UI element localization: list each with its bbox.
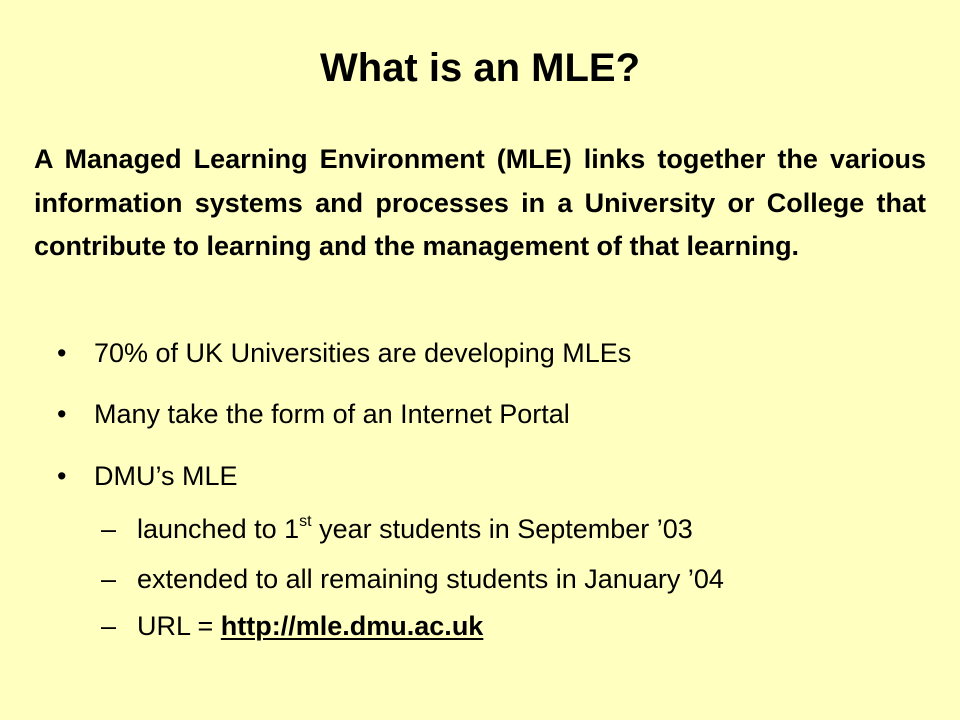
bullet-icon: • — [57, 399, 67, 429]
bullet-item — [57, 336, 937, 370]
sub-item-url — [101, 609, 941, 643]
mle-url-link[interactable]: http://mle.dmu.ac.uk — [220, 611, 484, 641]
sub-item-text: launched to 1 — [137, 514, 300, 544]
sub-item-launched — [101, 512, 941, 546]
intro-paragraph: A Managed Learning Environment (MLE) links together the various information systems and processes in a University or College that contribute to learning and the management of that learning. — [34, 144, 926, 261]
url-label: URL = — [137, 611, 221, 641]
bullet-text: 70% of UK Universities are developing MLEs — [94, 338, 632, 368]
dash-icon: – — [101, 564, 117, 594]
bullet-text: DMU’s MLE — [94, 461, 238, 491]
bullet-item — [57, 397, 937, 431]
bullet-icon: • — [57, 461, 67, 491]
bullet-item — [57, 459, 937, 493]
dash-icon: – — [101, 514, 117, 544]
ordinal-superscript: st — [299, 513, 312, 530]
sub-item-text: extended to all remaining students in January ’04 — [137, 564, 724, 594]
sub-item-text: year students in September ’03 — [311, 514, 693, 544]
bullet-icon: • — [57, 338, 67, 368]
dash-icon: – — [101, 611, 117, 641]
sub-item-extended — [101, 562, 941, 596]
bullet-text: Many take the form of an Internet Portal — [94, 399, 570, 429]
slide-title: What is an MLE? — [320, 46, 640, 90]
